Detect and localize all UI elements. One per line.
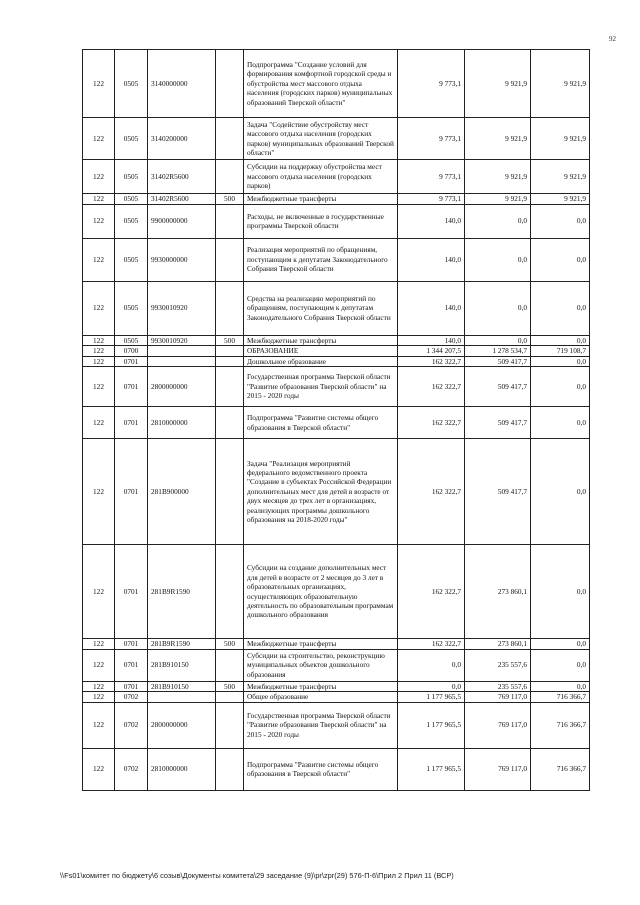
- table-row: [83, 439, 590, 545]
- expense-type-cell: 500: [216, 639, 244, 650]
- grbs-cell: 122: [83, 702, 115, 748]
- target-article-cell: [148, 692, 216, 703]
- expense-type-cell: 500: [216, 681, 244, 692]
- amount-year2-cell: 9 921,9: [465, 160, 531, 194]
- target-article-cell: 2810000000: [148, 407, 216, 439]
- target-article-cell: 9930000000: [148, 238, 216, 281]
- grbs-cell: 122: [83, 407, 115, 439]
- amount-year2-cell: 509 417,7: [465, 356, 531, 367]
- amount-year1-cell: 0,0: [398, 649, 465, 681]
- amount-year3-cell: 716 366,7: [531, 702, 590, 748]
- amount-year3-cell: 9 921,9: [531, 194, 590, 205]
- amount-year1-cell: 1 177 965,5: [398, 748, 465, 790]
- amount-year1-cell: 0,0: [398, 681, 465, 692]
- amount-year3-cell: 0,0: [531, 367, 590, 407]
- target-article-cell: 9930010920: [148, 335, 216, 346]
- section-code-cell: 0505: [115, 160, 148, 194]
- amount-year1-cell: 140,0: [398, 238, 465, 281]
- amount-year1-cell: 162 322,7: [398, 439, 465, 545]
- table-row: [83, 346, 590, 357]
- item-name-cell: Государственная программа Тверской области "Развитие образования Тверской области" на 2015 - 2020 годы: [244, 367, 398, 407]
- grbs-cell: 122: [83, 692, 115, 703]
- table-row: [83, 335, 590, 346]
- table-row: [83, 118, 590, 160]
- section-code-cell: 0701: [115, 681, 148, 692]
- expense-type-cell: [216, 281, 244, 335]
- expense-type-cell: [216, 748, 244, 790]
- table-row: [83, 194, 590, 205]
- table-row: [83, 407, 590, 439]
- table-row: [83, 545, 590, 639]
- item-name-cell: Субсидии на строительство, реконструкцию муниципальных объектов дошкольного образования: [244, 649, 398, 681]
- section-code-cell: 0700: [115, 346, 148, 357]
- section-code-cell: 0505: [115, 238, 148, 281]
- amount-year3-cell: 716 366,7: [531, 692, 590, 703]
- section-code-cell: 0701: [115, 356, 148, 367]
- section-code-cell: 0505: [115, 118, 148, 160]
- section-code-cell: 0505: [115, 281, 148, 335]
- target-article-cell: 31402R5600: [148, 160, 216, 194]
- amount-year2-cell: 9 921,9: [465, 50, 531, 118]
- section-code-cell: 0701: [115, 639, 148, 650]
- item-name-cell: Межбюджетные трансферты: [244, 194, 398, 205]
- table-row: [83, 702, 590, 748]
- grbs-cell: 122: [83, 439, 115, 545]
- table-row: [83, 238, 590, 281]
- target-article-cell: 281В910150: [148, 649, 216, 681]
- grbs-cell: 122: [83, 204, 115, 238]
- item-name-cell: Государственная программа Тверской области "Развитие образования Тверской области" на 2015 - 2020 годы: [244, 702, 398, 748]
- amount-year2-cell: 9 921,9: [465, 194, 531, 205]
- amount-year2-cell: 0,0: [465, 335, 531, 346]
- amount-year1-cell: 162 322,7: [398, 407, 465, 439]
- item-name-cell: Субсидии на поддержку обустройства мест массового отдыха населения (городских парков): [244, 160, 398, 194]
- table-row: [83, 649, 590, 681]
- page-number: 92: [609, 35, 616, 43]
- expense-type-cell: [216, 118, 244, 160]
- amount-year3-cell: 9 921,9: [531, 50, 590, 118]
- target-article-cell: 281В900000: [148, 439, 216, 545]
- grbs-cell: 122: [83, 335, 115, 346]
- item-name-cell: Подпрограмма "Создание условий для формирования комфортной городской среды и обустройства мест массового отдыха населения (городских парков) муниципальных образований Тверской области": [244, 50, 398, 118]
- table-row: [83, 281, 590, 335]
- section-code-cell: 0701: [115, 649, 148, 681]
- target-article-cell: [148, 356, 216, 367]
- item-name-cell: Задача "Содействие обустройству мест массового отдыха населения (городских парков) муниципальных образований Тверской области": [244, 118, 398, 160]
- amount-year1-cell: 140,0: [398, 204, 465, 238]
- grbs-cell: 122: [83, 118, 115, 160]
- amount-year2-cell: 509 417,7: [465, 407, 531, 439]
- amount-year2-cell: 273 860,1: [465, 639, 531, 650]
- amount-year3-cell: 0,0: [531, 439, 590, 545]
- expense-type-cell: [216, 160, 244, 194]
- grbs-cell: 122: [83, 50, 115, 118]
- table-row: [83, 692, 590, 703]
- grbs-cell: 122: [83, 160, 115, 194]
- expense-type-cell: [216, 356, 244, 367]
- grbs-cell: 122: [83, 748, 115, 790]
- amount-year2-cell: 769 117,0: [465, 748, 531, 790]
- amount-year1-cell: 1 344 207,5: [398, 346, 465, 357]
- amount-year2-cell: 273 860,1: [465, 545, 531, 639]
- amount-year3-cell: 716 366,7: [531, 748, 590, 790]
- table-body: [83, 50, 590, 791]
- grbs-cell: 122: [83, 649, 115, 681]
- item-name-cell: Средства на реализацию мероприятий по обращениям, поступающим к депутатам Законодательного Собрания Тверской области: [244, 281, 398, 335]
- target-article-cell: 281В910150: [148, 681, 216, 692]
- item-name-cell: Реализация мероприятий по обращениям, поступающим к депутатам Законодательного Собрания Тверской области: [244, 238, 398, 281]
- table-row: [83, 356, 590, 367]
- section-code-cell: 0505: [115, 204, 148, 238]
- expense-type-cell: [216, 692, 244, 703]
- expense-type-cell: [216, 439, 244, 545]
- grbs-cell: 122: [83, 346, 115, 357]
- file-path-footer: \\Fs01\комитет по бюджету\6 созыв\Документы комитета\29 заседание (9)\pr\zpr(29) 576-П-6\Прил 2 Прил 11 (ВСР): [60, 871, 454, 880]
- section-code-cell: 0505: [115, 335, 148, 346]
- target-article-cell: [148, 346, 216, 357]
- amount-year2-cell: 9 921,9: [465, 118, 531, 160]
- section-code-cell: 0701: [115, 439, 148, 545]
- section-code-cell: 0505: [115, 50, 148, 118]
- section-code-cell: 0702: [115, 748, 148, 790]
- target-article-cell: 3140200000: [148, 118, 216, 160]
- grbs-cell: 122: [83, 681, 115, 692]
- expense-type-cell: [216, 238, 244, 281]
- expense-type-cell: [216, 649, 244, 681]
- amount-year3-cell: 0,0: [531, 545, 590, 639]
- item-name-cell: Межбюджетные трансферты: [244, 335, 398, 346]
- item-name-cell: Межбюджетные трансферты: [244, 639, 398, 650]
- item-name-cell: Общее образование: [244, 692, 398, 703]
- table-row: [83, 50, 590, 118]
- table-row: [83, 639, 590, 650]
- amount-year2-cell: 0,0: [465, 204, 531, 238]
- section-code-cell: 0701: [115, 407, 148, 439]
- amount-year1-cell: 9 773,1: [398, 194, 465, 205]
- grbs-cell: 122: [83, 281, 115, 335]
- expense-type-cell: [216, 545, 244, 639]
- item-name-cell: ОБРАЗОВАНИЕ: [244, 346, 398, 357]
- grbs-cell: 122: [83, 367, 115, 407]
- amount-year1-cell: 1 177 965,5: [398, 692, 465, 703]
- target-article-cell: 2800000000: [148, 702, 216, 748]
- item-name-cell: Дошкольное образование: [244, 356, 398, 367]
- amount-year3-cell: 0,0: [531, 356, 590, 367]
- amount-year3-cell: 9 921,9: [531, 160, 590, 194]
- amount-year2-cell: 769 117,0: [465, 702, 531, 748]
- grbs-cell: 122: [83, 238, 115, 281]
- section-code-cell: 0701: [115, 545, 148, 639]
- target-article-cell: 281В9R1590: [148, 639, 216, 650]
- amount-year3-cell: 0,0: [531, 407, 590, 439]
- amount-year3-cell: 0,0: [531, 238, 590, 281]
- target-article-cell: 9900000000: [148, 204, 216, 238]
- target-article-cell: 3140000000: [148, 50, 216, 118]
- amount-year1-cell: 140,0: [398, 281, 465, 335]
- amount-year3-cell: 9 921,9: [531, 118, 590, 160]
- grbs-cell: 122: [83, 639, 115, 650]
- amount-year1-cell: 162 322,7: [398, 356, 465, 367]
- amount-year2-cell: 769 117,0: [465, 692, 531, 703]
- item-name-cell: Расходы, не включенные в государственные программы Тверской области: [244, 204, 398, 238]
- expense-type-cell: 500: [216, 194, 244, 205]
- target-article-cell: 2810000000: [148, 748, 216, 790]
- expense-type-cell: 500: [216, 335, 244, 346]
- grbs-cell: 122: [83, 356, 115, 367]
- amount-year3-cell: 0,0: [531, 204, 590, 238]
- amount-year1-cell: 9 773,1: [398, 50, 465, 118]
- amount-year2-cell: 1 278 534,7: [465, 346, 531, 357]
- amount-year1-cell: 162 322,7: [398, 545, 465, 639]
- amount-year3-cell: 0,0: [531, 681, 590, 692]
- grbs-cell: 122: [83, 545, 115, 639]
- expense-type-cell: [216, 346, 244, 357]
- amount-year1-cell: 9 773,1: [398, 160, 465, 194]
- amount-year2-cell: 235 557,6: [465, 681, 531, 692]
- item-name-cell: Межбюджетные трансферты: [244, 681, 398, 692]
- amount-year2-cell: 235 557,6: [465, 649, 531, 681]
- amount-year3-cell: 0,0: [531, 335, 590, 346]
- expense-type-cell: [216, 702, 244, 748]
- item-name-cell: Подпрограмма "Развитие системы общего образования в Тверской области": [244, 748, 398, 790]
- target-article-cell: 31402R5600: [148, 194, 216, 205]
- table-row: [83, 681, 590, 692]
- table-row: [83, 204, 590, 238]
- expense-type-cell: [216, 367, 244, 407]
- table-row: [83, 367, 590, 407]
- amount-year3-cell: 0,0: [531, 649, 590, 681]
- amount-year2-cell: 509 417,7: [465, 439, 531, 545]
- target-article-cell: 281В9R1590: [148, 545, 216, 639]
- amount-year3-cell: 719 108,7: [531, 346, 590, 357]
- amount-year2-cell: 509 417,7: [465, 367, 531, 407]
- expense-type-cell: [216, 50, 244, 118]
- section-code-cell: 0701: [115, 367, 148, 407]
- target-article-cell: 2800000000: [148, 367, 216, 407]
- section-code-cell: 0702: [115, 692, 148, 703]
- target-article-cell: 9930010920: [148, 281, 216, 335]
- item-name-cell: Задача "Реализация мероприятий федерального ведомственного проекта "Создание в субъектах Российской Федерации дополнительных мест для детей в возрасте от двух месяцев до трех лет в организациях, реализующих программы дошкольного образования на 2018-2020 годы": [244, 439, 398, 545]
- amount-year3-cell: 0,0: [531, 281, 590, 335]
- amount-year2-cell: 0,0: [465, 238, 531, 281]
- grbs-cell: 122: [83, 194, 115, 205]
- amount-year1-cell: 162 322,7: [398, 367, 465, 407]
- item-name-cell: Субсидии на создание дополнительных мест для детей в возрасте от 2 месяцев до 3 лет в образовательных организациях, осуществляющих образовательную деятельность по образовательным программам дошкольного образования: [244, 545, 398, 639]
- amount-year1-cell: 1 177 965,5: [398, 702, 465, 748]
- amount-year2-cell: 0,0: [465, 281, 531, 335]
- expense-type-cell: [216, 407, 244, 439]
- section-code-cell: 0505: [115, 194, 148, 205]
- section-code-cell: 0702: [115, 702, 148, 748]
- table-row: [83, 748, 590, 790]
- amount-year1-cell: 140,0: [398, 335, 465, 346]
- amount-year1-cell: 162 322,7: [398, 639, 465, 650]
- budget-table: [82, 49, 590, 791]
- table-row: [83, 160, 590, 194]
- amount-year3-cell: 0,0: [531, 639, 590, 650]
- amount-year1-cell: 9 773,1: [398, 118, 465, 160]
- expense-type-cell: [216, 204, 244, 238]
- item-name-cell: Подпрограмма "Развитие системы общего образования в Тверской области": [244, 407, 398, 439]
